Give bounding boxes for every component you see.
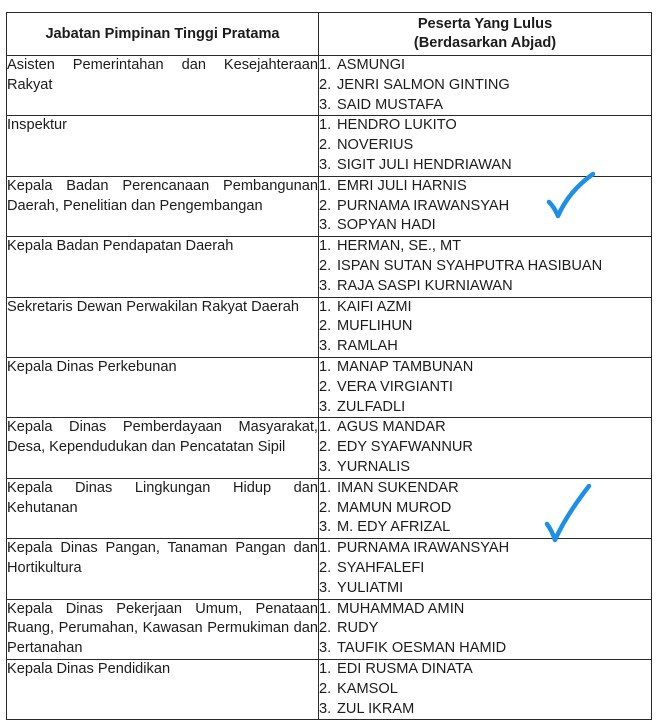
candidate-item [319,337,651,357]
candidate-item [319,317,651,337]
candidate-item [319,680,651,700]
candidate-number: 1. [319,419,332,436]
candidates-cell [319,478,652,538]
candidate-name: PURNAMA IRAWANSYAH [337,540,510,557]
candidate-name: RUDY [337,620,379,637]
position-cell [7,357,319,417]
candidate-number: 2. [319,76,332,93]
candidate-number: 3. [319,217,332,234]
candidate-item [319,700,651,720]
position-cell [7,237,319,297]
candidate-number: 2. [319,620,332,637]
header-candidates-line1: Peserta Yang Lulus [417,16,553,32]
table-row [7,297,652,357]
candidate-name: SIGIT JULI HENDRIAWAN [337,156,512,173]
candidate-item [319,156,651,176]
candidate-number: 3. [319,398,332,415]
candidate-number: 2. [319,197,332,214]
candidates-cell [319,297,652,357]
candidate-number: 2. [319,559,332,576]
table-row [7,357,652,417]
candidate-item [319,539,651,559]
position-cell [7,599,319,659]
candidate-name: YURNALIS [337,458,410,475]
candidate-name: AGUS MANDAR [337,419,446,436]
candidates-cell [319,659,652,719]
candidates-cell [319,176,652,236]
position-title: Kepala Dinas Pendidikan [7,660,171,677]
position-title: Sekretaris Dewan Perwakilan Rakyat Daerah [7,298,300,315]
candidate-number: 1. [319,238,332,255]
candidate-name: ISPAN SUTAN SYAHPUTRA HASIBUAN [337,257,603,274]
table-row [7,599,652,659]
position-title: Kepala Badan Perencanaan Pembangunan Daerah, Penelitian dan Pengembangan [7,177,318,214]
candidate-item [319,197,651,217]
position-cell [7,418,319,478]
table-row [7,539,652,599]
candidates-cell [319,116,652,176]
candidate-number: 1. [319,358,332,375]
candidate-number: 1. [319,660,332,677]
position-title: Kepala Dinas Lingkungan Hidup dan Kehutanan [7,479,318,516]
candidate-item [319,499,651,519]
table-row [7,237,652,297]
candidate-item [319,559,651,579]
candidate-number: 3. [319,579,332,596]
candidate-item [319,216,651,236]
position-title: Kepala Dinas Pangan, Tanaman Pangan dan Hortikultura [7,540,318,576]
candidate-number: 2. [319,257,332,274]
candidate-name: M. EDY AFRIZAL [337,519,451,536]
candidate-name: ZULFADLI [337,398,406,415]
position-title: Inspektur [7,117,68,134]
candidate-name: VERA VIRGIANTI [337,378,453,395]
position-cell [7,539,319,599]
candidate-item [319,479,651,499]
candidate-number: 3. [319,458,332,475]
candidate-name: YULIATMI [337,579,404,596]
candidate-number: 3. [319,700,332,717]
candidate-item [319,76,651,96]
candidate-name: TAUFIK OESMAN HAMID [337,640,507,657]
candidate-name: EMRI JULI HARNIS [337,177,467,194]
candidate-name: JENRI SALMON GINTING [337,76,510,93]
candidate-item [319,639,651,659]
candidate-number: 3. [319,338,332,355]
candidate-number: 1. [319,117,332,134]
candidate-item [319,257,651,277]
candidate-item [319,237,651,257]
candidate-item [319,619,651,639]
candidates-cell [319,539,652,599]
candidate-name: SAID MUSTAFA [337,96,443,113]
candidate-item [319,96,651,116]
table-row [7,116,652,176]
position-cell [7,116,319,176]
candidate-number: 2. [319,137,332,154]
candidate-item [319,277,651,297]
candidate-item [319,660,651,680]
candidate-item [319,358,651,378]
candidate-item [319,458,651,478]
position-title: Kepala Badan Pendapatan Daerah [7,238,234,255]
candidate-number: 3. [319,156,332,173]
table-header-row [7,13,652,56]
candidate-number: 2. [319,378,332,395]
candidate-name: MAMUN MUROD [337,499,452,516]
candidate-item [319,177,651,197]
candidate-name: KAIFI AZMI [337,298,412,315]
candidate-name: MUHAMMAD AMIN [337,600,465,617]
candidate-item [319,579,651,599]
candidate-name: MUFLIHUN [337,318,413,335]
candidate-name: HENDRO LUKITO [337,117,457,134]
candidate-name: IMAN SUKENDAR [337,479,459,496]
candidate-number: 3. [319,640,332,657]
candidates-cell [319,237,652,297]
candidate-item [319,518,651,538]
table-row [7,478,652,538]
candidates-cell [319,599,652,659]
candidate-item [319,438,651,458]
candidate-name: NOVERIUS [337,137,414,154]
table-row [7,176,652,236]
candidate-name: EDI RUSMA DINATA [337,660,473,677]
table-row [7,659,652,719]
candidate-name: KAMSOL [337,680,398,697]
candidate-item [319,378,651,398]
candidate-name: HERMAN, SE., MT [337,238,462,255]
position-title: Kepala Dinas Pemberdayaan Masyarakat, Desa, Kependudukan dan Pencatatan Sipil [7,419,318,456]
table-row [7,418,652,478]
candidate-item [319,116,651,136]
candidate-name: PURNAMA IRAWANSYAH [337,197,510,214]
candidate-number: 2. [319,680,332,697]
header-candidates [319,13,652,56]
candidate-item [319,600,651,620]
position-cell [7,297,319,357]
candidate-item [319,298,651,318]
candidate-name: RAMLAH [337,338,398,355]
candidates-cell [319,418,652,478]
position-cell [7,176,319,236]
header-candidates-line2: (Berdasarkan Abjad) [413,35,557,51]
position-cell [7,659,319,719]
position-title: Asisten Pemerintahan dan Kesejahteraan Rakyat [7,57,318,93]
candidates-cell [319,357,652,417]
candidate-name: SYAHFALEFI [337,559,425,576]
candidate-number: 1. [319,540,332,557]
candidate-number: 1. [319,57,332,73]
position-title: Kepala Dinas Pekerjaan Umum, Penataan Ruang, Perumahan, Kawasan Permukiman dan Pertanahan [7,600,318,657]
candidate-item [319,398,651,418]
position-title: Kepala Dinas Perkebunan [7,358,177,375]
candidates-cell [319,56,652,116]
candidate-number: 2. [319,318,332,335]
table-row [7,56,652,116]
position-cell [7,478,319,538]
candidate-number: 2. [319,439,332,456]
candidate-number: 1. [319,600,332,617]
candidate-item [319,418,651,438]
candidate-number: 3. [319,519,332,536]
candidate-number: 2. [319,499,332,516]
candidate-number: 3. [319,277,332,294]
candidate-name: MANAP TAMBUNAN [337,358,474,375]
candidate-number: 1. [319,479,332,496]
candidate-name: SOPYAN HADI [337,217,436,234]
candidate-name: ASMUNGI [337,57,406,73]
candidate-number: 1. [319,298,332,315]
candidate-number: 3. [319,96,332,113]
candidate-name: EDY SYAFWANNUR [337,439,473,456]
position-cell [7,56,319,116]
candidate-item [319,136,651,156]
candidate-number: 1. [319,177,332,194]
results-table [6,12,652,720]
candidate-name: ZUL IKRAM [337,700,415,717]
document-page [6,12,651,720]
candidate-item [319,56,651,76]
header-position: Jabatan Pimpinan Tinggi Pratama [7,13,319,56]
candidate-name: RAJA SASPI KURNIAWAN [337,277,513,294]
